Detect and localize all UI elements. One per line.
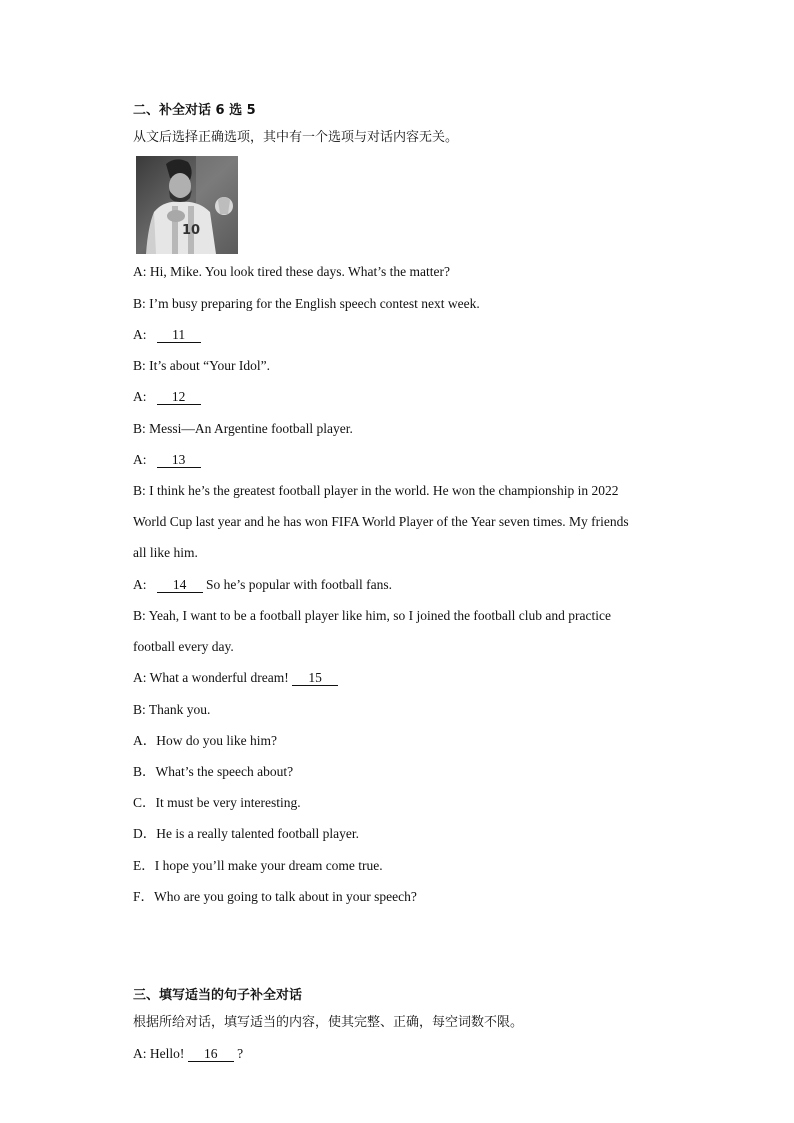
football-player-photo (136, 156, 238, 254)
blank-14[interactable]: 14 (157, 578, 203, 593)
jersey-number: 10 (182, 223, 201, 238)
blank-11[interactable]: 11 (157, 328, 201, 343)
option-b: B．What’s the speech about? (133, 764, 294, 779)
dialogue-line-5: A: 12 (133, 388, 201, 406)
section-3-line-1: A: Hello! 16 ? (133, 1046, 244, 1061)
dialogue-line-9: World Cup last year and he has won FIFA World Player of the Year seven times. My friends (133, 514, 629, 529)
dialogue-line-14: A: What a wonderful dream! 15 (133, 669, 338, 687)
dialogue-line-11: A: 14 So he’s popular with football fans. (133, 577, 392, 592)
option-c: C．It must be very interesting. (133, 795, 301, 810)
dialogue-line-3: A: 11 (133, 326, 201, 344)
dialogue-line-13: football every day. (133, 639, 234, 654)
dialogue-line-8: B: I think he’s the greatest football player in the world. He won the championship in 2022 (133, 483, 619, 498)
option-d: D．He is a really talented football player. (133, 826, 360, 841)
dialogue-line-6: B: Messi—An Argentine football player. (133, 421, 353, 436)
dialogue-line-12: B: Yeah, I want to be a football player like him, so I joined the football club and practice (133, 608, 611, 623)
dialogue-line-1: A: Hi, Mike. You look tired these days. What’s the matter? (133, 264, 450, 279)
section-2-heading: 二、补全对话 6 选 5 (133, 103, 256, 118)
blank-13[interactable]: 13 (157, 453, 201, 468)
dialogue-line-15: B: Thank you. (133, 702, 211, 717)
section-2-instruction: 从文后选择正确选项，其中有一个选项与对话内容无关。 (133, 130, 459, 145)
option-f: F．Who are you going to talk about in your speech? (133, 889, 417, 904)
blank-12[interactable]: 12 (157, 390, 201, 405)
section-3-heading: 三、填写适当的句子补全对话 (133, 988, 303, 1003)
dialogue-line-10: all like him. (133, 545, 198, 560)
section-3-instruction: 根据所给对话，填写适当的内容，使其完整、正确，每空词数不限。 (133, 1015, 524, 1030)
dialogue-line-7: A: 13 (133, 451, 201, 469)
option-e: E．I hope you’ll make your dream come true. (133, 858, 383, 873)
dialogue-line-2: B: I’m busy preparing for the English speech contest next week. (133, 296, 480, 311)
option-a: A．How do you like him? (133, 733, 277, 748)
blank-16[interactable]: 16 (188, 1047, 234, 1062)
blank-15[interactable]: 15 (292, 671, 338, 686)
dialogue-line-4: B: It’s about “Your Idol”. (133, 358, 270, 373)
